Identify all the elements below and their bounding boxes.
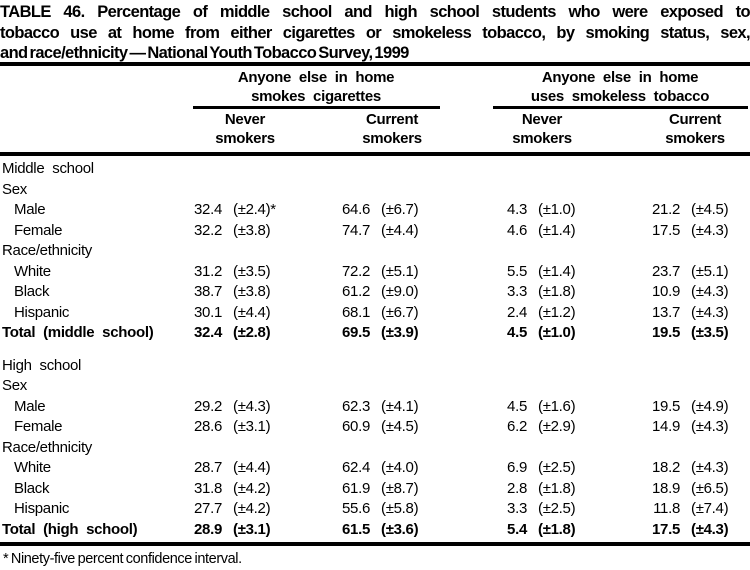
- cell-ci: [370, 159, 497, 180]
- cell-ci: [680, 438, 748, 459]
- cell-value: 14.9: [652, 418, 680, 435]
- cell-value: 10.9: [652, 283, 680, 300]
- table-row: [2, 323, 748, 344]
- cell-ci: (±4.4): [233, 459, 271, 476]
- table-body: [2, 159, 748, 540]
- cell-ci: (±5.1): [691, 262, 729, 280]
- row-label: High school: [2, 356, 82, 374]
- cell-ci: (±4.3): [691, 283, 729, 300]
- row-label: Male: [14, 397, 46, 415]
- cell-ci: [680, 159, 748, 180]
- table-row: [2, 282, 748, 303]
- cell-ci: (±1.4): [538, 262, 576, 280]
- subcolumn-header-current-smokers-2: Current smokers: [665, 111, 725, 147]
- row-label: Female: [14, 221, 63, 239]
- cell-value: 23.7: [652, 262, 680, 280]
- cell-value: 2.4: [507, 303, 527, 321]
- cell-ci: [222, 356, 333, 377]
- table-row: [2, 241, 748, 262]
- cell-value: [643, 438, 680, 459]
- table-row: [2, 520, 748, 541]
- cell-ci: [680, 241, 748, 262]
- cell-ci: (±1.6): [538, 397, 576, 415]
- cell-ci: (±4.3): [691, 520, 729, 538]
- row-label: Race/ethnicity: [2, 242, 93, 259]
- cell-value: [182, 438, 222, 459]
- cell-value: 5.4: [507, 520, 527, 538]
- cell-ci: [222, 438, 333, 459]
- cell-value: [643, 180, 680, 201]
- cell-ci: (±1.0): [538, 324, 576, 341]
- cell-value: [182, 180, 222, 201]
- cell-ci: (±4.4): [381, 221, 419, 239]
- cell-ci: (±1.8): [538, 520, 576, 538]
- title-line-3: and race/ethnicity — National Youth Tobacco Survey, 1999: [0, 44, 409, 62]
- cell-value: 32.2: [194, 221, 222, 239]
- cell-ci: (±4.3): [691, 459, 729, 476]
- cell-value: 31.2: [194, 262, 222, 280]
- cell-ci: [370, 241, 497, 262]
- cell-ci: (±3.9): [381, 324, 419, 341]
- table-row: [2, 438, 748, 459]
- cell-value: 68.1: [342, 303, 370, 321]
- cell-value: [182, 159, 222, 180]
- top-rule: [0, 62, 750, 66]
- cell-value: 28.6: [194, 418, 222, 435]
- cell-value: 3.3: [507, 500, 527, 517]
- row-label: White: [14, 262, 51, 280]
- cell-value: [182, 376, 222, 397]
- cell-ci: [222, 180, 333, 201]
- cell-ci: (±2.9): [538, 418, 576, 435]
- cell-value: 17.5: [652, 520, 680, 538]
- cell-ci: (±3.1): [233, 520, 271, 538]
- cell-ci: [680, 180, 748, 201]
- cell-value: [643, 241, 680, 262]
- table-row: [2, 458, 748, 479]
- cell-ci: (±6.7): [381, 303, 419, 321]
- table-row: [2, 221, 748, 242]
- cell-ci: [527, 241, 643, 262]
- cell-value: 72.2: [342, 262, 370, 280]
- cell-ci: (±3.5): [691, 324, 729, 341]
- cell-value: 30.1: [194, 303, 222, 321]
- row-label: Black: [14, 479, 50, 497]
- cell-ci: (±4.5): [381, 418, 419, 435]
- header-bottom-rule: [0, 152, 750, 156]
- cell-value: 28.9: [194, 520, 222, 538]
- cell-value: [182, 241, 222, 262]
- cell-value: 29.2: [194, 397, 222, 415]
- cell-ci: [527, 356, 643, 377]
- cell-value: [643, 376, 680, 397]
- cell-value: [497, 376, 527, 397]
- cell-value: 74.7: [342, 221, 370, 239]
- cell-ci: (±1.0): [538, 201, 576, 218]
- cell-ci: (±5.8): [381, 500, 419, 517]
- cell-value: 64.6: [342, 201, 370, 218]
- cell-value: 60.9: [342, 418, 370, 435]
- cell-ci: (±4.3): [691, 303, 729, 321]
- cell-ci: (±2.8): [233, 324, 271, 341]
- cell-ci: (±3.8): [233, 221, 271, 239]
- cell-value: 62.4: [342, 459, 370, 476]
- cell-value: 4.5: [507, 324, 527, 341]
- cell-value: [497, 159, 527, 180]
- table-row: [2, 479, 748, 500]
- cell-ci: [370, 376, 497, 397]
- table-row: [2, 397, 748, 418]
- cell-value: 17.5: [652, 221, 680, 239]
- cell-value: [333, 356, 370, 377]
- cell-ci: (±8.7): [381, 479, 419, 497]
- cell-ci: (±4.0): [381, 459, 419, 476]
- table-row: [2, 262, 748, 283]
- cell-ci: (±3.6): [381, 520, 419, 538]
- cell-value: [333, 159, 370, 180]
- cell-ci: (±2.5): [538, 500, 576, 517]
- cell-value: 55.6: [342, 500, 370, 517]
- cell-value: 3.3: [507, 283, 527, 300]
- row-label: White: [14, 459, 51, 476]
- table-row: [2, 200, 748, 221]
- row-label: Total (high school): [2, 520, 138, 538]
- cell-ci: (±3.1): [233, 418, 271, 435]
- cell-ci: (±1.2): [538, 303, 576, 321]
- cell-ci: [222, 376, 333, 397]
- cell-ci: [222, 241, 333, 262]
- cell-ci: (±7.4): [691, 500, 729, 517]
- cell-ci: (±4.3): [691, 221, 729, 239]
- cell-value: 62.3: [342, 397, 370, 415]
- cell-ci: (±6.7): [381, 201, 419, 218]
- cell-ci: [370, 180, 497, 201]
- cell-value: 6.2: [507, 418, 527, 435]
- cell-ci: (±3.5): [233, 262, 271, 280]
- cell-ci: (±1.8): [538, 283, 576, 300]
- row-label: Sex: [2, 180, 27, 198]
- cell-value: 4.6: [507, 221, 527, 239]
- subcolumn-header-never-smokers-2: Never smokers: [512, 111, 572, 147]
- cell-value: [333, 438, 370, 459]
- cell-ci: [222, 159, 333, 180]
- cell-value: 19.5: [652, 324, 680, 341]
- table-title: [0, 2, 750, 64]
- cell-value: [333, 180, 370, 201]
- cell-ci: (±2.4)*: [233, 201, 276, 218]
- cell-ci: [370, 438, 497, 459]
- subcolumn-header-current-smokers-1: Current smokers: [362, 111, 422, 147]
- cell-ci: (±1.4): [538, 221, 576, 239]
- cell-ci: (±4.5): [691, 201, 729, 218]
- table-row: [2, 303, 748, 324]
- table-row: [2, 180, 748, 201]
- cell-ci: (±6.5): [691, 479, 729, 497]
- cell-value: 13.7: [652, 303, 680, 321]
- cell-value: [182, 356, 222, 377]
- cell-value: 11.8: [653, 500, 680, 517]
- table-row: [2, 376, 748, 397]
- cell-value: 69.5: [342, 324, 370, 341]
- cell-ci: (±4.4): [233, 303, 271, 321]
- subcolumn-header-never-smokers-1: Never smokers: [215, 111, 275, 147]
- cell-value: 27.7: [194, 500, 222, 517]
- cell-value: 61.9: [342, 479, 370, 497]
- table-row: [2, 356, 748, 377]
- cell-value: [497, 241, 527, 262]
- title-line-2: tobacco use at home from either cigarettes or smokeless tobacco, by smoking status, sex,: [0, 23, 750, 42]
- cell-value: 28.7: [194, 459, 222, 476]
- footnote: * Ninety-five percent confidence interval.: [3, 551, 242, 567]
- cell-value: 6.9: [507, 459, 527, 476]
- cell-value: 32.4: [194, 324, 222, 341]
- row-label: Middle school: [2, 160, 94, 177]
- cell-ci: [527, 180, 643, 201]
- cell-value: [643, 159, 680, 180]
- cell-ci: (±1.8): [538, 479, 576, 497]
- cell-value: 18.9: [652, 479, 680, 497]
- group-label-line: uses smokeless tobacco: [530, 88, 710, 105]
- group-underline-cigarettes: [193, 106, 440, 109]
- row-label: Black: [14, 283, 50, 300]
- cell-ci: [680, 376, 748, 397]
- group-label-line: Anyone else in home: [541, 69, 699, 86]
- cell-ci: (±4.2): [233, 500, 271, 517]
- cell-ci: (±4.2): [233, 479, 271, 497]
- cell-ci: (±4.1): [381, 397, 419, 415]
- cell-ci: (±4.3): [691, 418, 729, 435]
- cell-ci: (±4.9): [691, 397, 729, 415]
- row-label: Race/ethnicity: [2, 438, 93, 456]
- row-label: Hispanic: [14, 303, 70, 321]
- cell-ci: (±3.8): [233, 283, 271, 300]
- column-group-smokeless: [495, 68, 745, 106]
- cell-value: 61.5: [342, 520, 370, 538]
- row-label: Female: [14, 418, 63, 435]
- row-label: Hispanic: [14, 500, 70, 517]
- cell-value: 19.5: [652, 397, 680, 415]
- cell-ci: [370, 356, 497, 377]
- cell-value: 4.3: [507, 201, 527, 218]
- cell-ci: [527, 376, 643, 397]
- cell-value: 31.8: [194, 479, 222, 497]
- cell-value: 61.2: [342, 283, 370, 300]
- group-label-line: smokes cigarettes: [251, 88, 381, 105]
- cell-ci: [527, 438, 643, 459]
- cell-value: 21.2: [652, 201, 680, 218]
- cell-value: [497, 438, 527, 459]
- group-label-line: Anyone else in home: [237, 69, 395, 86]
- cell-value: [333, 241, 370, 262]
- bottom-rule: [0, 542, 750, 546]
- cell-value: 4.5: [507, 397, 527, 415]
- cell-value: 2.8: [507, 479, 527, 497]
- table-row: [2, 417, 748, 438]
- cell-value: 18.2: [652, 459, 680, 476]
- cell-value: [333, 376, 370, 397]
- cell-value: [643, 356, 680, 377]
- cell-ci: [680, 356, 748, 377]
- group-underline-smokeless: [493, 106, 748, 109]
- column-group-cigarettes: [191, 68, 441, 106]
- cell-value: [497, 180, 527, 201]
- cell-value: [497, 356, 527, 377]
- table-row: [2, 159, 748, 180]
- table-row: [2, 499, 748, 520]
- cell-value: 5.5: [507, 262, 527, 280]
- cell-ci: [527, 159, 643, 180]
- cell-ci: (±2.5): [538, 459, 576, 476]
- row-label: Sex: [2, 377, 27, 394]
- cell-ci: (±4.3): [233, 397, 271, 415]
- cell-ci: (±9.0): [381, 283, 419, 300]
- title-line-1: TABLE 46. Percentage of middle school and high school students who were exposed to: [0, 3, 750, 21]
- cell-value: 32.4: [194, 201, 222, 218]
- row-label: Total (middle school): [2, 324, 154, 341]
- row-label: Male: [14, 201, 46, 218]
- cell-value: 38.7: [194, 283, 222, 300]
- cell-ci: (±5.1): [381, 262, 419, 280]
